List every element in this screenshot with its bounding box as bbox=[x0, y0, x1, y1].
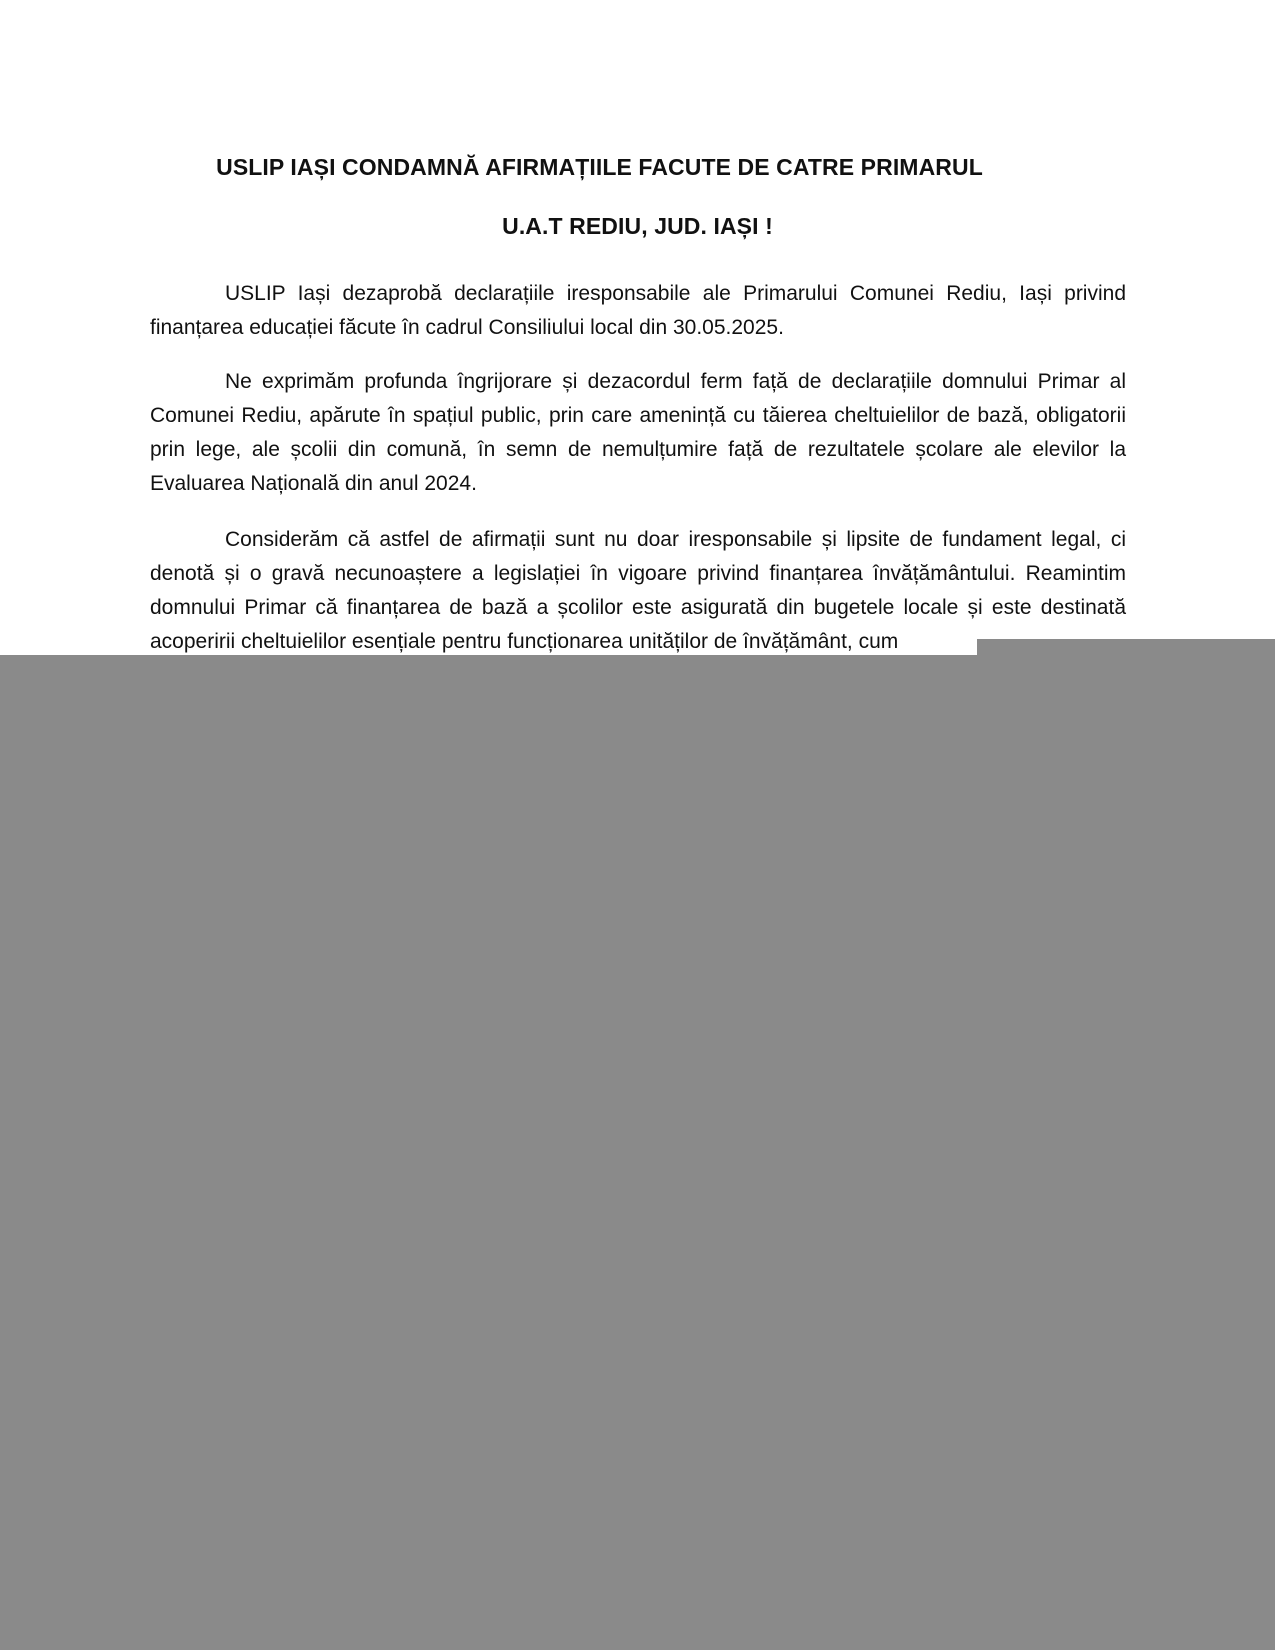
gray-overlay-notch bbox=[977, 639, 1275, 656]
paragraph-2: Ne exprimăm profunda îngrijorare și dezacordul ferm față de declarațiile domnului Primar al Comunei Rediu, apărute în spațiul public, prin care amenință cu tăierea cheltuielilor de bază, obligatorii prin lege, ale școlii din comună, în semn de nemulțumire față de rezultatele școlare ale elevilor la Evaluarea Națională din anul 2024. bbox=[150, 370, 1126, 495]
paragraph-3: Considerăm că astfel de afirmații sunt nu doar iresponsabile și lipsite de fundament legal, ci denotă și o gravă necunoaștere a legislației în vigoare privind finanțarea învățământului. Reamintim domnului Primar că finanțarea de bază a școlilor este asigurată din bugetele locale și este destinată acoperirii cheltuielilor esențiale pentru funcționarea unităților de învățământ, cum bbox=[150, 528, 1126, 653]
gray-overlay bbox=[0, 655, 1275, 1650]
paragraph-1: USLIP Iași dezaprobă declarațiile iresponsabile ale Primarului Comunei Rediu, Iași privind finanțarea educației făcute în cadrul Consiliului local din 30.05.2025. bbox=[150, 282, 1126, 339]
document-title-line-2: U.A.T REDIU, JUD. IAȘI ! bbox=[502, 213, 773, 239]
document-title-line-1: USLIP IAȘI CONDAMNĂ AFIRMAȚIILE FACUTE DE CATRE PRIMARUL bbox=[216, 154, 983, 180]
